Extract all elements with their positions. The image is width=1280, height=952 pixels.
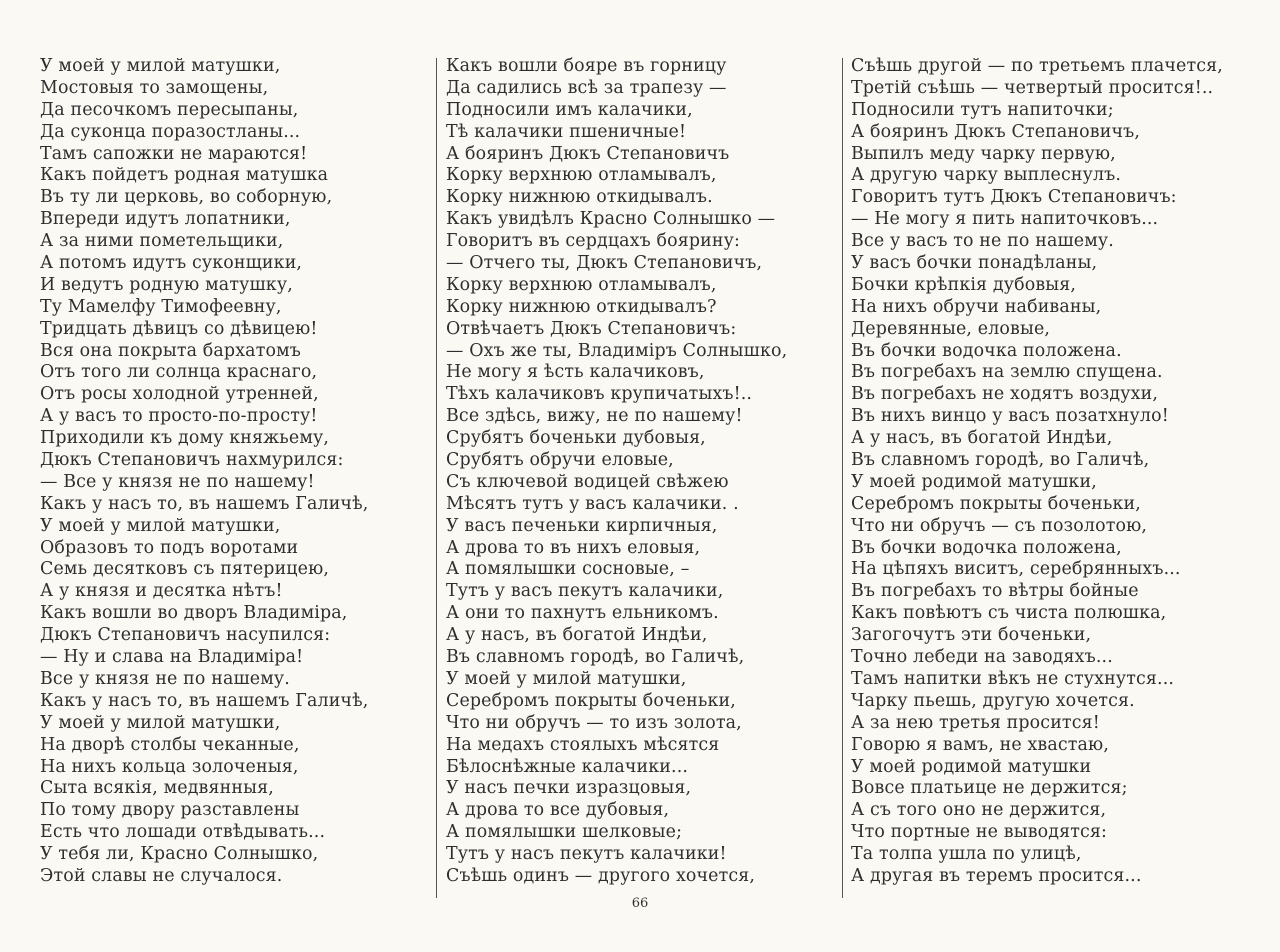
poem-line: Да садились всѣ за трапезу — [446, 77, 727, 98]
poem-line: Отъ того ли солнца краснаго, [40, 362, 318, 383]
poem-line: А они то пахнутъ ельникомъ. [446, 603, 719, 624]
poem-line: Тутъ у васъ пекутъ калачики, [446, 581, 724, 602]
poem-line: У моей у милой матушки, [40, 712, 281, 733]
column-divider-1 [436, 58, 437, 898]
poem-line: А потомъ идутъ суконщики, [40, 253, 303, 274]
poem-line: Дюкъ Степановичъ нахмурился: [40, 450, 344, 471]
poem-line: У моей у милой матушки, [40, 56, 281, 76]
poem-line: А другую чарку выплеснулъ. [851, 165, 1122, 186]
poem-line: Срубятъ боченьки дубовыя, [446, 428, 706, 449]
poem-line: На нихъ кольца золоченыя, [40, 756, 299, 777]
poem-line: А бояринъ Дюкъ Степановичъ [446, 143, 730, 164]
poem-line: Какъ у насъ то, въ нашемъ Галичѣ, [40, 493, 369, 514]
poem-line: Бочки крѣпкія дубовыя, [851, 274, 1077, 295]
poem-line: Серебромъ покрыты боченьки, [446, 690, 736, 711]
poem-line: Отвѣчаетъ Дюкъ Степановичъ: [446, 318, 737, 339]
poem-line: Приходили къ дому княжьему, [40, 428, 330, 449]
poem-line: Въ славномъ городѣ, во Галичѣ, [446, 647, 745, 668]
poem-line: Выпилъ меду чарку первую, [851, 143, 1116, 164]
poem-line: Да песочкомъ пересыпаны, [40, 99, 299, 120]
column-divider-2 [842, 58, 843, 898]
poem-line: А бояринъ Дюкъ Степановичъ, [851, 121, 1141, 142]
poem-line: Корку нижнюю откидывалъ. [446, 187, 713, 208]
poem-column-3 [851, 56, 1251, 888]
poem-line: Какъ повѣютъ съ чиста полюшка, [851, 603, 1167, 624]
poem-line: Съѣшь другой — по третьемъ плачется, [851, 56, 1223, 76]
poem-line: Корку нижнюю откидывалъ? [446, 296, 717, 317]
poem-line: Тутъ у насъ пекутъ калачики! [446, 844, 727, 865]
poem-line: Корку верхнюю отламывалъ, [446, 274, 717, 295]
page-number: 66 [631, 896, 649, 911]
poem-column-1 [40, 56, 425, 888]
poem-line: Тамъ напитки вѣкъ не стухнутся... [851, 668, 1175, 689]
poem-line: Какъ вошли бояре въ горницу [446, 56, 727, 76]
poem-line: Въ ту ли церковь, во соборную, [40, 187, 333, 208]
poem-line: По тому двору разставлены [40, 800, 300, 821]
poem-line: Съѣшь одинъ — другого хочется, [446, 865, 756, 886]
poem-line: А съ того оно не держится, [851, 800, 1107, 821]
poem-line: Дюкъ Степановичъ насупился: [40, 625, 331, 646]
poem-line: Все у васъ то не по нашему. [851, 231, 1114, 252]
poem-line: Та толпа ушла по улицѣ, [851, 844, 1082, 865]
poem-line: Что ни обручъ — съ позолотою, [851, 515, 1148, 536]
poem-line: Сыта всякія, медвянныя, [40, 778, 274, 799]
poem-line: Въ погребахъ не ходятъ воздухи, [851, 384, 1159, 405]
poem-line: У васъ бочки понадѣланы, [851, 253, 1098, 274]
poem-line: Какъ пойдетъ родная матушка [40, 165, 329, 186]
poem-line: Вовсе платьице не держится; [851, 778, 1128, 799]
poem-line: Что ни обручъ — то изъ золота, [446, 712, 742, 733]
poem-line: Тридцать дѣвицъ со дѣвицею! [40, 318, 318, 339]
poem-line: А за ними пометельщики, [40, 231, 284, 252]
poem-line: Вся она покрыта бархатомъ [40, 340, 301, 361]
poem-line: На цѣпяхъ виситъ, серебрянныхъ... [851, 559, 1181, 580]
poem-line: У моей родимой матушки, [851, 471, 1097, 492]
poem-line: А у князя и десятка нѣтъ! [40, 581, 283, 602]
poem-line: Да суконца поразостланы... [40, 121, 301, 142]
poem-line: У моей у милой матушки, [446, 668, 687, 689]
poem-line: Какъ у насъ то, въ нашемъ Галичѣ, [40, 690, 369, 711]
poem-line: Впереди идутъ лопатники, [40, 209, 291, 230]
poem-line: Что портные не выводятся: [851, 822, 1108, 843]
poem-line: У насъ печки изразцовыя, [446, 778, 692, 799]
poem-line: Загогочутъ эти боченьки, [851, 625, 1092, 646]
poem-line: Корку верхнюю отламывалъ, [446, 165, 717, 186]
poem-line: Говоритъ тутъ Дюкъ Степановичъ: [851, 187, 1177, 208]
poem-line: Есть что лошади отвѣдывать... [40, 822, 326, 843]
poem-line: А за нею третья просится! [851, 712, 1100, 733]
poem-line: Тѣхъ калачиковъ крупичатыхъ!.. [446, 384, 753, 405]
poem-line: Не могу я ѣсть калачиковъ, [446, 362, 705, 383]
poem-line: На нихъ обручи набиваны, [851, 296, 1102, 317]
poem-line: Деревянные, еловые, [851, 318, 1051, 339]
poem-line: Все у князя не по нашему. [40, 668, 290, 689]
poem-line: Въ погребахъ на землю спущена. [851, 362, 1163, 383]
poem-line: А другая въ теремъ просится... [851, 865, 1142, 886]
poem-line: Въ бочки водочка положена, [851, 537, 1122, 558]
poem-line: У моей родимой матушки [851, 756, 1092, 777]
poem-line: А дрова то въ нихъ еловыя, [446, 537, 701, 558]
poem-line: Въ бочки водочка положена. [851, 340, 1122, 361]
poem-line: — Не могу я пить напиточковъ... [851, 209, 1159, 230]
poem-line: Мѣсятъ тутъ у васъ калачики. . [446, 493, 739, 514]
poem-line: У тебя ли, Красно Солнышко, [40, 844, 319, 865]
poem-line: У васъ печеньки кирпичныя, [446, 515, 718, 536]
poem-line: На медахъ стоялыхъ мѣсятся [446, 734, 720, 755]
poem-line: И ведутъ родную матушку, [40, 274, 293, 295]
poem-line: Въ погребахъ то вѣтры бойные [851, 581, 1139, 602]
poem-line: Отъ росы холодной утренней, [40, 384, 319, 405]
poem-line: Этой славы не случалося. [40, 865, 283, 886]
poem-line: — Отчего ты, Дюкъ Степановичъ, [446, 253, 763, 274]
poem-line: Чарку пьешь, другую хочется. [851, 690, 1135, 711]
poem-line: Семь десятковъ съ пятерицею, [40, 559, 330, 580]
poem-line: На дворѣ столбы чеканные, [40, 734, 300, 755]
poem-line: Какъ вошли во дворъ Владиміра, [40, 603, 348, 624]
poem-line: Тѣ калачики пшеничные! [446, 121, 687, 142]
poem-line: А у насъ, въ богатой Индѣи, [851, 428, 1113, 449]
poem-line: Ту Мамелфу Тимофеевну, [40, 296, 282, 317]
poem-line: Бѣлоснѣжные калачики... [446, 756, 689, 777]
poem-line: Говоритъ въ сердцахъ боярину: [446, 231, 741, 252]
poem-line: Какъ увидѣлъ Красно Солнышко — [446, 209, 776, 230]
poem-line: Серебромъ покрыты боченьки, [851, 493, 1141, 514]
poem-line: Точно лебеди на заводяхъ... [851, 647, 1113, 668]
poem-line: А дрова то все дубовыя, [446, 800, 670, 821]
poem-line: — Все у князя не по нашему! [40, 471, 315, 492]
poem-line: — Ну и слава на Владиміра! [40, 647, 304, 668]
poem-line: Подносили тутъ напиточки; [851, 99, 1114, 120]
poem-line: А у насъ, въ богатой Индѣи, [446, 625, 708, 646]
poem-line: Тамъ сапожки не мараются! [40, 143, 308, 164]
poem-line: А помялышки сосновые, – [446, 559, 690, 580]
poem-line: Срубятъ обручи еловые, [446, 450, 674, 471]
poem-line: Третій съѣшь — четвертый просится!.. [851, 77, 1214, 98]
poem-line: Говорю я вамъ, не хвастаю, [851, 734, 1110, 755]
poem-line: Образовъ то подъ воротами [40, 537, 299, 558]
poem-line: А у васъ то просто-по-просту! [40, 406, 318, 427]
poem-line: Въ нихъ винцо у васъ позатхнуло! [851, 406, 1169, 427]
poem-line: — Охъ же ты, Владиміръ Солнышко, [446, 340, 788, 361]
poem-line: Все здѣсь, вижу, не по нашему! [446, 406, 743, 427]
poem-line: У моей у милой матушки, [40, 515, 281, 536]
poem-line: Подносили имъ калачики, [446, 99, 693, 120]
poem-line: Въ славномъ городѣ, во Галичѣ, [851, 450, 1150, 471]
poem-line: Мостовыя то замощены, [40, 77, 269, 98]
poem-column-2 [446, 56, 836, 888]
poem-line: А помялышки шелковые; [446, 822, 683, 843]
poem-line: Съ ключевой водицей свѣжею [446, 471, 729, 492]
